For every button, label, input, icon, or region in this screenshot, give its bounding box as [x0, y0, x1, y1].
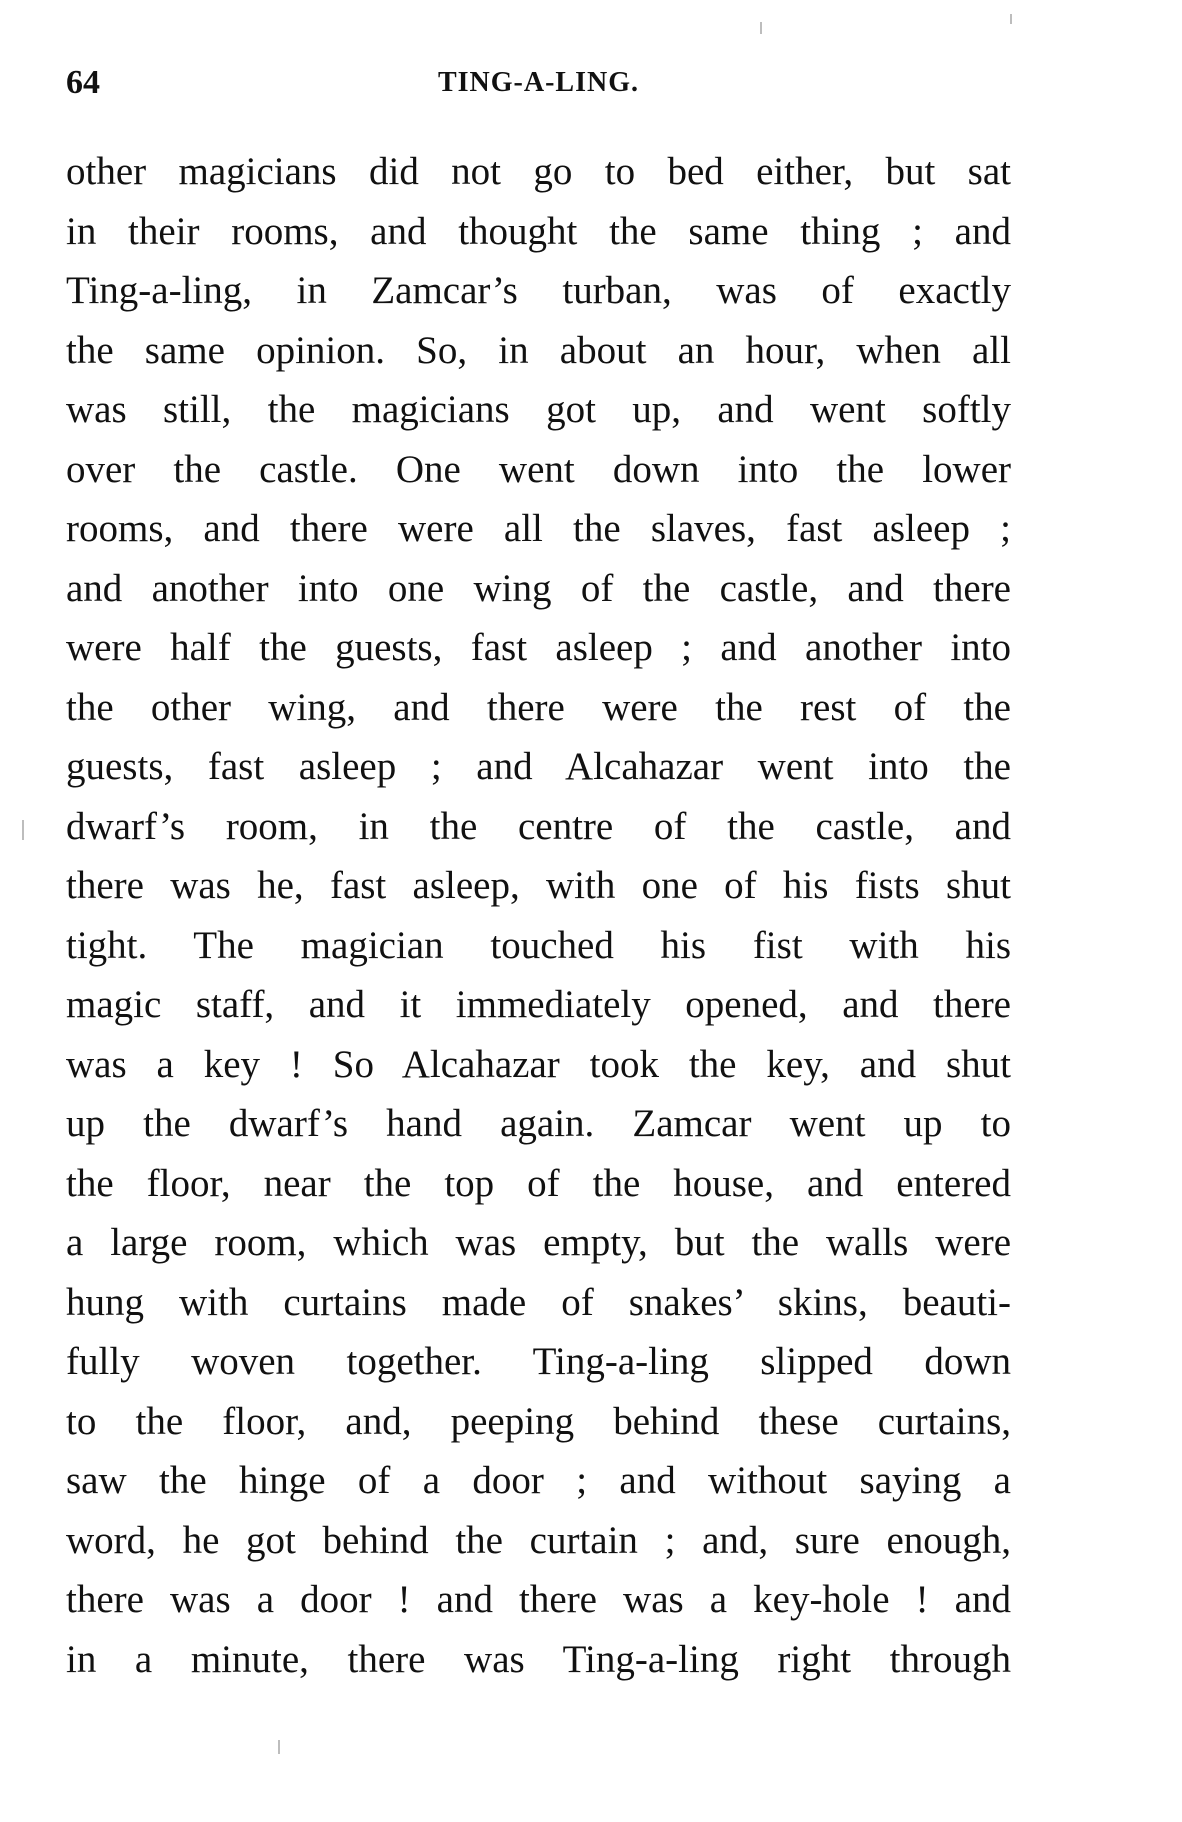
text-line: magic staff, and it immediately opened, and there: [66, 983, 1011, 1026]
text-line: to the floor, and, peeping behind these curtains,: [66, 1399, 1011, 1443]
text-line: Ting-a-ling, in Zamcar’s turban, was of exactly: [66, 269, 1011, 312]
text-line: up the dwarf’s hand again. Zamcar went up to: [66, 1102, 1011, 1145]
text-line: there was he, fast asleep, with one of his fists shut: [66, 864, 1011, 907]
running-title: TING-A-LING.: [437, 67, 639, 98]
scan-speck: [22, 820, 24, 840]
text-line: the other wing, and there were the rest of the: [66, 685, 1011, 729]
text-line: guests, fast asleep ; and Alcahazar went into the: [66, 745, 1011, 788]
text-line: were half the guests, fast asleep ; and another into: [66, 626, 1011, 669]
page-number: 64: [66, 64, 100, 101]
text-line: dwarf’s room, in the centre of the castle, and: [66, 804, 1011, 848]
running-head: [66, 58, 1011, 108]
body-text: [66, 142, 1011, 1689]
text-line: saw the hinge of a door ; and without saying a: [66, 1459, 1011, 1502]
text-line: was still, the magicians got up, and went softly: [66, 388, 1011, 431]
text-line: and another into one wing of the castle, and there: [66, 566, 1011, 610]
text-line: word, he got behind the curtain ; and, sure enough,: [66, 1518, 1011, 1562]
text-line: tight. The magician touched his fist with his: [66, 923, 1011, 967]
text-line: a large room, which was empty, but the walls were: [66, 1221, 1011, 1264]
text-line: over the castle. One went down into the lower: [66, 447, 1011, 491]
text-line: fully woven together. Ting-a-ling slipped down: [66, 1340, 1011, 1383]
scan-speck: [1010, 14, 1012, 24]
text-line: other magicians did not go to bed either, but sat: [66, 150, 1011, 193]
text-line: hung with curtains made of snakes’ skins, beauti-: [66, 1280, 1011, 1324]
text-line: in a minute, there was Ting-a-ling right through: [66, 1637, 1011, 1681]
text-line: rooms, and there were all the slaves, fast asleep ;: [66, 507, 1011, 550]
text-line: in their rooms, and thought the same thing ; and: [66, 209, 1011, 253]
scan-speck: [760, 22, 762, 34]
scan-speck: [278, 1740, 280, 1754]
text-line: there was a door ! and there was a key-hole ! and: [66, 1578, 1011, 1621]
text-line: the same opinion. So, in about an hour, when all: [66, 328, 1011, 372]
text-line: was a key ! So Alcahazar took the key, and shut: [66, 1042, 1011, 1086]
text-line: the floor, near the top of the house, and entered: [66, 1161, 1011, 1205]
